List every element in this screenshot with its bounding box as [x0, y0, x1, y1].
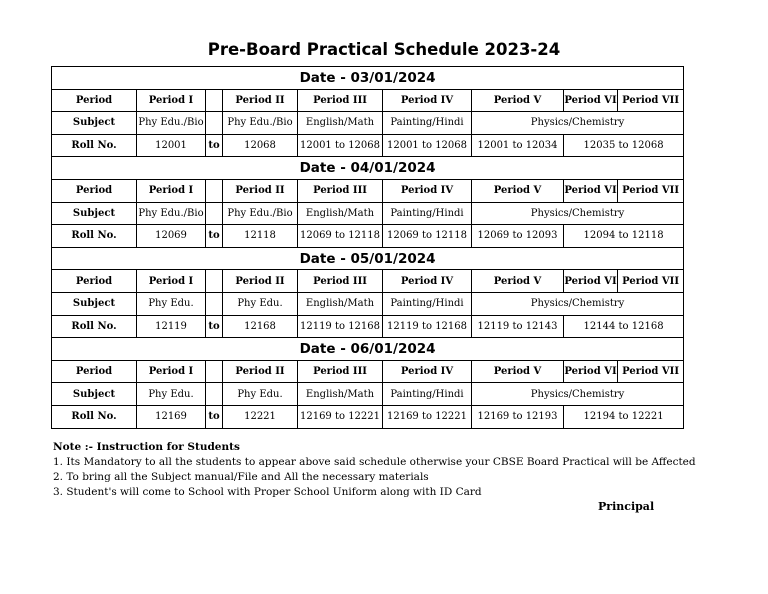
period-v-header: Period V	[472, 179, 564, 202]
spacer-cell	[206, 292, 223, 315]
period-label: Period	[52, 179, 137, 202]
period-label: Period	[52, 270, 137, 293]
period-iii-header: Period III	[298, 89, 383, 112]
roll-label: Roll No.	[52, 405, 137, 428]
subject-period-i: Phy Edu./Bio	[137, 202, 206, 225]
roll-row	[52, 315, 684, 338]
roll-period-v: 12001 to 12034	[472, 134, 564, 157]
subject-period-v-vii: Physics/Chemistry	[472, 202, 684, 225]
subject-period-iii: English/Math	[298, 112, 383, 135]
period-v-header: Period V	[472, 270, 564, 293]
spacer-header	[206, 270, 223, 293]
roll-period-vi-vii: 12094 to 12118	[564, 225, 684, 248]
period-vii-header: Period VII	[618, 360, 684, 383]
date-heading: Date - 03/01/2024	[52, 67, 684, 90]
roll-period-v: 12069 to 12093	[472, 225, 564, 248]
period-vi-header: Period VI	[564, 89, 618, 112]
period-iii-header: Period III	[298, 360, 383, 383]
period-ii-header: Period II	[223, 270, 298, 293]
spacer-header	[206, 360, 223, 383]
roll-period-v: 12119 to 12143	[472, 315, 564, 338]
spacer-cell	[206, 202, 223, 225]
date-heading: Date - 06/01/2024	[52, 338, 684, 361]
date-row	[52, 338, 684, 361]
period-i-header: Period I	[137, 89, 206, 112]
period-ii-header: Period II	[223, 89, 298, 112]
subject-period-iv: Painting/Hindi	[383, 292, 472, 315]
period-label: Period	[52, 89, 137, 112]
roll-period-vi-vii: 12194 to 12221	[564, 405, 684, 428]
subject-row	[52, 292, 684, 315]
period-i-header: Period I	[137, 270, 206, 293]
roll-period-iv: 12169 to 12221	[383, 405, 472, 428]
roll-period-vi-vii: 12035 to 12068	[564, 134, 684, 157]
period-vi-header: Period VI	[564, 360, 618, 383]
to-label: to	[206, 405, 223, 428]
period-header-row	[52, 179, 684, 202]
subject-period-ii: Phy Edu.	[223, 383, 298, 406]
roll-period-ii: 12221	[223, 405, 298, 428]
subject-period-iv: Painting/Hindi	[383, 202, 472, 225]
subject-row	[52, 383, 684, 406]
subject-period-i: Phy Edu./Bio	[137, 112, 206, 135]
roll-period-iv: 12119 to 12168	[383, 315, 472, 338]
period-vii-header: Period VII	[618, 89, 684, 112]
notes-section	[53, 440, 696, 500]
period-label: Period	[52, 360, 137, 383]
roll-label: Roll No.	[52, 225, 137, 248]
spacer-cell	[206, 383, 223, 406]
period-header-row	[52, 89, 684, 112]
period-iii-header: Period III	[298, 179, 383, 202]
roll-period-iv: 12001 to 12068	[383, 134, 472, 157]
note-item-2: 2. To bring all the Subject manual/File and All the necessary materials	[53, 471, 429, 483]
period-iii-header: Period III	[298, 270, 383, 293]
subject-row	[52, 202, 684, 225]
subject-period-ii: Phy Edu.	[223, 292, 298, 315]
subject-period-iv: Painting/Hindi	[383, 383, 472, 406]
roll-period-vi-vii: 12144 to 12168	[564, 315, 684, 338]
roll-label: Roll No.	[52, 134, 137, 157]
period-v-header: Period V	[472, 360, 564, 383]
period-ii-header: Period II	[223, 179, 298, 202]
spacer-header	[206, 179, 223, 202]
schedule-table	[51, 66, 684, 429]
date-heading: Date - 05/01/2024	[52, 247, 684, 270]
subject-row	[52, 112, 684, 135]
date-row	[52, 157, 684, 180]
subject-period-i: Phy Edu.	[137, 292, 206, 315]
period-vii-header: Period VII	[618, 270, 684, 293]
subject-label: Subject	[52, 383, 137, 406]
period-iv-header: Period IV	[383, 360, 472, 383]
signature-label: Principal	[598, 500, 655, 513]
subject-period-iv: Painting/Hindi	[383, 112, 472, 135]
roll-period-i: 12169	[137, 405, 206, 428]
subject-period-v-vii: Physics/Chemistry	[472, 292, 684, 315]
period-vii-header: Period VII	[618, 179, 684, 202]
to-label: to	[206, 134, 223, 157]
date-row	[52, 247, 684, 270]
period-i-header: Period I	[137, 179, 206, 202]
roll-row	[52, 134, 684, 157]
roll-period-i: 12069	[137, 225, 206, 248]
subject-period-v-vii: Physics/Chemistry	[472, 383, 684, 406]
roll-period-ii: 12168	[223, 315, 298, 338]
period-vi-header: Period VI	[564, 270, 618, 293]
roll-period-iii: 12001 to 12068	[298, 134, 383, 157]
note-item-3: 3. Student's will come to School with Proper School Uniform along with ID Card	[53, 486, 482, 498]
roll-row	[52, 405, 684, 428]
roll-period-v: 12169 to 12193	[472, 405, 564, 428]
roll-period-i: 12001	[137, 134, 206, 157]
notes-heading: Note :- Instruction for Students	[53, 441, 240, 453]
roll-period-ii: 12118	[223, 225, 298, 248]
note-item-1: 1. Its Mandatory to all the students to appear above said schedule otherwise your CBSE Board Practical will be Affected	[53, 456, 696, 468]
date-row	[52, 67, 684, 90]
period-ii-header: Period II	[223, 360, 298, 383]
subject-label: Subject	[52, 292, 137, 315]
subject-period-iii: English/Math	[298, 202, 383, 225]
date-heading: Date - 04/01/2024	[52, 157, 684, 180]
subject-period-i: Phy Edu.	[137, 383, 206, 406]
period-iv-header: Period IV	[383, 89, 472, 112]
roll-period-iii: 12169 to 12221	[298, 405, 383, 428]
period-vi-header: Period VI	[564, 179, 618, 202]
roll-period-ii: 12068	[223, 134, 298, 157]
subject-period-v-vii: Physics/Chemistry	[472, 112, 684, 135]
page-title: Pre-Board Practical Schedule 2023-24	[207, 40, 561, 59]
period-iv-header: Period IV	[383, 270, 472, 293]
roll-period-iii: 12119 to 12168	[298, 315, 383, 338]
roll-label: Roll No.	[52, 315, 137, 338]
period-header-row	[52, 270, 684, 293]
period-iv-header: Period IV	[383, 179, 472, 202]
period-i-header: Period I	[137, 360, 206, 383]
subject-period-iii: English/Math	[298, 292, 383, 315]
subject-period-ii: Phy Edu./Bio	[223, 112, 298, 135]
roll-period-iv: 12069 to 12118	[383, 225, 472, 248]
roll-row	[52, 225, 684, 248]
spacer-cell	[206, 112, 223, 135]
roll-period-i: 12119	[137, 315, 206, 338]
to-label: to	[206, 315, 223, 338]
subject-period-iii: English/Math	[298, 383, 383, 406]
period-v-header: Period V	[472, 89, 564, 112]
subject-label: Subject	[52, 202, 137, 225]
spacer-header	[206, 89, 223, 112]
to-label: to	[206, 225, 223, 248]
roll-period-iii: 12069 to 12118	[298, 225, 383, 248]
subject-period-ii: Phy Edu./Bio	[223, 202, 298, 225]
subject-label: Subject	[52, 112, 137, 135]
period-header-row	[52, 360, 684, 383]
